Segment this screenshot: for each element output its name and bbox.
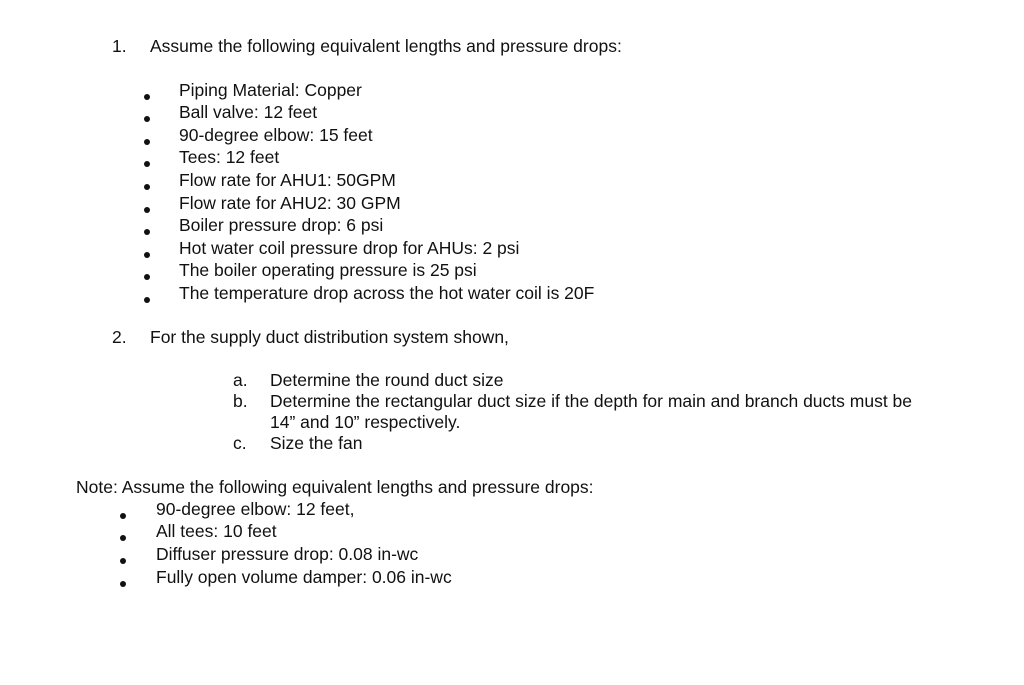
bullet-icon — [144, 161, 150, 167]
list-item-text: Tees: 12 feet — [179, 147, 280, 167]
question-1-heading: Assume the following equivalent lengths and pressure drops: — [150, 36, 622, 56]
bullet-icon — [144, 229, 150, 235]
list-item-text: Flow rate for AHU2: 30 GPM — [179, 193, 401, 213]
bullet-icon — [144, 274, 150, 280]
sub-item-text: Determine the rectangular duct size if the depth for main and branch ducts must be — [270, 391, 913, 411]
sub-item-letter: b. — [233, 391, 248, 411]
sub-item-text: Determine the round duct size — [270, 370, 504, 390]
question-2-number: 2. — [112, 327, 127, 347]
list-item-text: 90-degree elbow: 12 feet, — [156, 499, 355, 519]
sub-item-letter: c. — [233, 433, 247, 453]
bullet-icon — [120, 558, 126, 564]
list-item-text: Fully open volume damper: 0.06 in-wc — [156, 567, 452, 587]
bullet-icon — [120, 581, 126, 587]
list-item-text: Boiler pressure drop: 6 psi — [179, 215, 384, 235]
list-item-text: The boiler operating pressure is 25 psi — [179, 260, 477, 280]
bullet-icon — [144, 94, 150, 100]
list-item-text: Diffuser pressure drop: 0.08 in-wc — [156, 544, 419, 564]
bullet-icon — [144, 297, 150, 303]
question-1-number: 1. — [112, 36, 127, 56]
sub-item-letter: a. — [233, 370, 248, 390]
bullet-icon — [120, 513, 126, 519]
list-item-text: 90-degree elbow: 15 feet — [179, 125, 373, 145]
bullet-icon — [144, 252, 150, 258]
list-item-text: All tees: 10 feet — [156, 521, 277, 541]
sub-item-text-continuation: 14” and 10” respectively. — [270, 412, 461, 432]
bullet-icon — [144, 139, 150, 145]
bullet-icon — [144, 207, 150, 213]
note-heading: Note: Assume the following equivalent lengths and pressure drops: — [76, 477, 594, 497]
list-item-text: The temperature drop across the hot water coil is 20F — [179, 283, 595, 303]
bullet-icon — [144, 116, 150, 122]
list-item-text: Ball valve: 12 feet — [179, 102, 318, 122]
list-item-text: Flow rate for AHU1: 50GPM — [179, 170, 396, 190]
bullet-icon — [120, 535, 126, 541]
list-item-text: Hot water coil pressure drop for AHUs: 2 psi — [179, 238, 520, 258]
question-2-heading: For the supply duct distribution system shown, — [150, 327, 509, 347]
sub-item-text: Size the fan — [270, 433, 363, 453]
list-item-text: Piping Material: Copper — [179, 80, 362, 100]
bullet-icon — [144, 184, 150, 190]
